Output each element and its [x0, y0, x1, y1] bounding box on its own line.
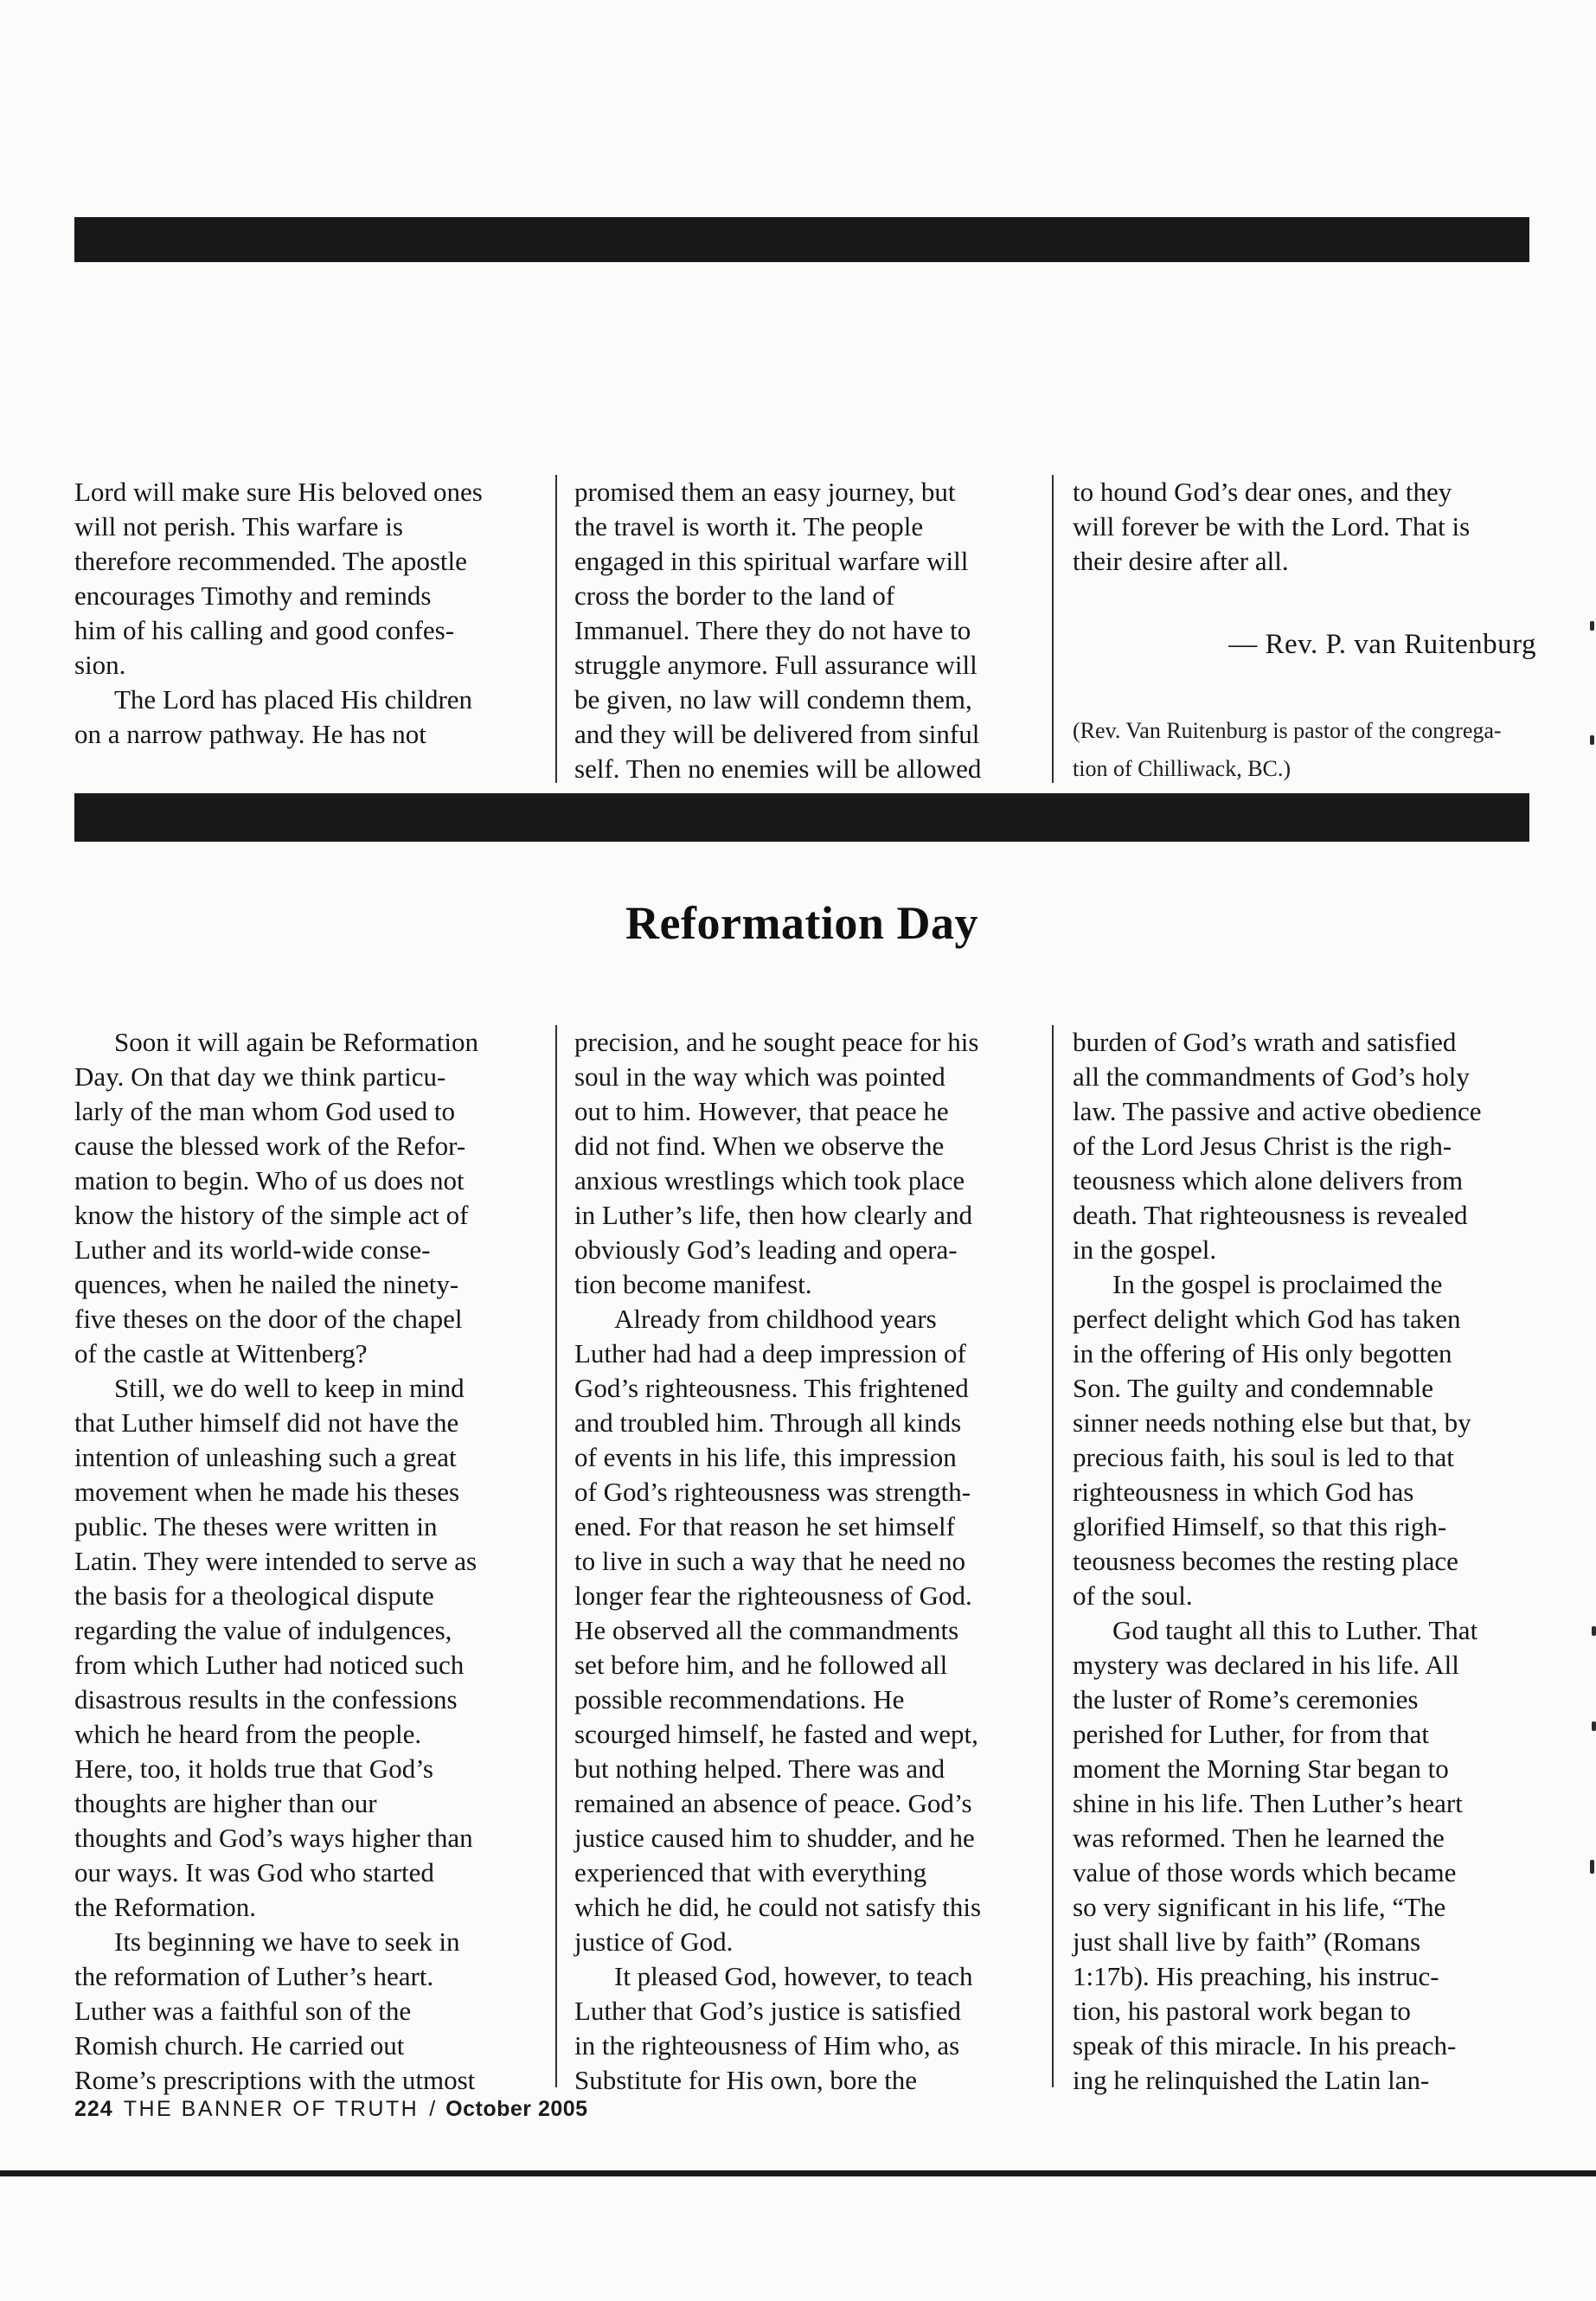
text-line: just shall live by faith” (Romans [1073, 1926, 1421, 1957]
top-section-column-1 [74, 475, 540, 752]
text-line: precious faith, his soul is led to that [1073, 1442, 1454, 1472]
text-line: but nothing helped. There was and [574, 1753, 945, 1784]
text-line: moment the Morning Star began to [1073, 1753, 1449, 1784]
text-line: five theses on the door of the chapel [74, 1304, 463, 1334]
text-line: remained an absence of peace. God’s [574, 1788, 972, 1818]
text-line: Its beginning we have to seek in [114, 1926, 460, 1957]
text-line: engaged in this spiritual warfare will [574, 546, 969, 576]
text-line: thoughts and God’s ways higher than [74, 1823, 473, 1853]
text-line: struggle anymore. Full assurance will [574, 650, 977, 680]
text-line: in the righteousness of Him who, as [574, 2030, 960, 2061]
text-line: our ways. It was God who started [74, 1857, 434, 1888]
article-column-1 [74, 1025, 540, 2098]
text-line: anxious wrestlings which took place [574, 1165, 965, 1195]
text-line: death. That righteousness is revealed [1073, 1200, 1468, 1230]
text-line: on a narrow pathway. He has not [74, 719, 426, 749]
text-line: which he heard from the people. [74, 1719, 422, 1749]
text-line: teousness which alone delivers from [1073, 1165, 1464, 1195]
text-line: soul in the way which was pointed [574, 1061, 945, 1092]
text-line: experienced that with everything [574, 1857, 927, 1888]
text-line: thoughts are higher than our [74, 1788, 377, 1818]
text-line: Latin. They were intended to serve as [74, 1546, 478, 1576]
text-line: in the gospel. [1073, 1234, 1217, 1265]
text-line: ened. For that reason he set himself [574, 1511, 955, 1541]
text-line: He observed all the commandments [574, 1615, 959, 1645]
text-line: burden of God’s wrath and satisfied [1073, 1027, 1457, 1057]
text-line: Luther was a faithful son of the [74, 1996, 412, 2026]
scan-artifact-mark [1592, 1626, 1596, 1636]
text-line: the reformation of Luther’s heart. [74, 1961, 434, 1991]
text-line: to hound God’s dear ones, and they [1073, 477, 1452, 507]
article-column-3 [1073, 1025, 1538, 2098]
text-line: Luther that God’s justice is satisfied [574, 1996, 961, 2026]
text-line: God taught all this to Luther. That [1112, 1615, 1478, 1645]
text-line: which he did, he could not satisfy this [574, 1892, 982, 1922]
text-line: did not find. When we observe the [574, 1131, 945, 1161]
text-line: shine in his life. Then Luther’s heart [1073, 1788, 1463, 1818]
text-line: of God’s righteousness was strength- [574, 1477, 971, 1507]
author-signature: — Rev. P. van Ruitenburg [1228, 629, 1536, 660]
text-line: quences, when he nailed the ninety- [74, 1269, 459, 1299]
top-section-column-3-text [1073, 475, 1538, 579]
text-line: Immanuel. There they do not have to [574, 615, 971, 645]
text-line: Rome’s prescriptions with the utmost [74, 2065, 476, 2095]
text-line: obviously God’s leading and opera- [574, 1234, 958, 1265]
middle-separator-bar [74, 793, 1529, 842]
text-line: perfect delight which God has taken [1073, 1304, 1461, 1334]
text-line: and they will be delivered from sinful [574, 719, 980, 749]
text-line: intention of unleashing such a great [74, 1442, 457, 1472]
text-line: mystery was declared in his life. All [1073, 1650, 1459, 1680]
text-line: Still, we do well to keep in mind [114, 1373, 465, 1403]
text-line: speak of this miracle. In his preach- [1073, 2030, 1457, 2061]
text-line: Here, too, it holds true that God’s [74, 1753, 433, 1784]
text-line: be given, no law will condemn them, [574, 684, 972, 715]
top-separator-bar [74, 217, 1529, 262]
page-footer [74, 2097, 588, 2122]
text-line: Romish church. He carried out [74, 2030, 405, 2061]
text-line: the Reformation. [74, 1892, 257, 1922]
text-line: Son. The guilty and condemnable [1073, 1373, 1433, 1403]
text-line: ing he relinquished the Latin lan- [1073, 2065, 1430, 2095]
text-line: encourages Timothy and reminds [74, 580, 432, 611]
text-line: It pleased God, however, to teach [614, 1961, 973, 1991]
top-section-column-3 [1073, 475, 1538, 788]
text-line: sion. [74, 650, 126, 680]
text-line: disastrous results in the confessions [74, 1684, 458, 1715]
text-line: justice caused him to shudder, and he [574, 1823, 975, 1853]
top-column-divider-left [555, 475, 557, 783]
text-line: him of his calling and good confes- [74, 615, 455, 645]
text-line: the travel is worth it. The people [574, 511, 924, 542]
scan-artifact-mark [1590, 735, 1594, 745]
text-line: of events in his life, this impression [574, 1442, 957, 1472]
text-line: scourged himself, he fasted and wept, [574, 1719, 978, 1749]
text-line: cause the blessed work of the Refor- [74, 1131, 466, 1161]
text-line: cross the border to the land of [574, 580, 895, 611]
magazine-name: THE BANNER OF TRUTH [123, 2097, 420, 2121]
text-line: know the history of the simple act of [74, 1200, 469, 1230]
article-title: Reformation Day [625, 897, 978, 949]
scan-artifact-mark [1592, 1721, 1596, 1731]
text-line: public. The theses were written in [74, 1511, 438, 1541]
text-line: larly of the man whom God used to [74, 1096, 455, 1126]
scan-artifact-mark [1590, 1860, 1594, 1874]
text-line: will forever be with the Lord. That is [1073, 511, 1471, 542]
text-line: mation to begin. Who of us does not [74, 1165, 465, 1195]
article-column-2 [574, 1025, 1040, 2098]
top-column-divider-right [1052, 475, 1054, 783]
text-line: (Rev. Van Ruitenburg is pastor of the congrega- [1073, 718, 1502, 743]
text-line: possible recommendations. He [574, 1684, 905, 1715]
text-line: Lord will make sure His beloved ones [74, 477, 483, 507]
text-line: 1:17b). His preaching, his instruc- [1073, 1961, 1439, 1991]
text-line: tion, his pastoral work began to [1073, 1996, 1411, 2026]
text-line: was reformed. Then he learned the [1073, 1823, 1445, 1853]
text-line: their desire after all. [1073, 546, 1289, 576]
text-line: all the commandments of God’s holy [1073, 1061, 1470, 1092]
text-line: Luther and its world-wide conse- [74, 1234, 431, 1265]
text-line: tion of Chilliwack, BC.) [1073, 756, 1292, 781]
text-line: movement when he made his theses [74, 1477, 460, 1507]
author-bio-note [1073, 712, 1538, 788]
text-line: sinner needs nothing else but that, by [1073, 1407, 1471, 1438]
text-line: in the offering of His only begotten [1073, 1338, 1452, 1368]
text-line: Substitute for His own, bore the [574, 2065, 918, 2095]
text-line: of the Lord Jesus Christ is the righ- [1073, 1131, 1452, 1161]
text-line: The Lord has placed His children [114, 684, 473, 715]
page-number: 224 [74, 2097, 113, 2121]
text-line: Luther had had a deep impression of [574, 1338, 966, 1368]
bottom-page-rule [0, 2170, 1596, 2176]
text-line: promised them an easy journey, but [574, 477, 956, 507]
text-line: longer fear the righteousness of God. [574, 1580, 972, 1611]
text-line: to live in such a way that he need no [574, 1546, 965, 1576]
text-line: from which Luther had noticed such [74, 1650, 465, 1680]
text-line: righteousness in which God has [1073, 1477, 1414, 1507]
text-line: of the soul. [1073, 1580, 1193, 1611]
text-line: and troubled him. Through all kinds [574, 1407, 962, 1438]
text-line: therefore recommended. The apostle [74, 546, 467, 576]
text-line: law. The passive and active obedience [1073, 1096, 1482, 1126]
text-line: In the gospel is proclaimed the [1112, 1269, 1443, 1299]
text-line: the basis for a theological dispute [74, 1580, 434, 1611]
text-line: precision, and he sought peace for his [574, 1027, 979, 1057]
text-line: will not perish. This warfare is [74, 511, 403, 542]
text-line: justice of God. [574, 1926, 734, 1957]
issue-date: October 2005 [445, 2097, 588, 2121]
scan-artifact-mark [1590, 621, 1594, 631]
article-column-divider-left [555, 1025, 557, 2087]
text-line: God’s righteousness. This frightened [574, 1373, 969, 1403]
text-line: that Luther himself did not have the [74, 1407, 459, 1438]
text-line: in Luther’s life, then how clearly and [574, 1200, 972, 1230]
text-line: of the castle at Wittenberg? [74, 1338, 368, 1368]
text-line: regarding the value of indulgences, [74, 1615, 452, 1645]
top-section-column-2 [574, 475, 1040, 786]
text-line: Day. On that day we think particu- [74, 1061, 446, 1092]
text-line: value of those words which became [1073, 1857, 1457, 1888]
text-line: set before him, and he followed all [574, 1650, 948, 1680]
text-line: glorified Himself, so that this righ- [1073, 1511, 1447, 1541]
text-line: Soon it will again be Reformation [114, 1027, 479, 1057]
article-column-divider-right [1052, 1025, 1054, 2087]
text-line: out to him. However, that peace he [574, 1096, 949, 1126]
text-line: Already from childhood years [614, 1304, 937, 1334]
text-line: so very significant in his life, “The [1073, 1892, 1446, 1922]
text-line: self. Then no enemies will be allowed [574, 753, 982, 784]
text-line: tion become manifest. [574, 1269, 812, 1299]
text-line: perished for Luther, for from that [1073, 1719, 1429, 1749]
text-line: the luster of Rome’s ceremonies [1073, 1684, 1419, 1715]
footer-separator: / [429, 2097, 436, 2121]
text-line: teousness becomes the resting place [1073, 1546, 1458, 1576]
